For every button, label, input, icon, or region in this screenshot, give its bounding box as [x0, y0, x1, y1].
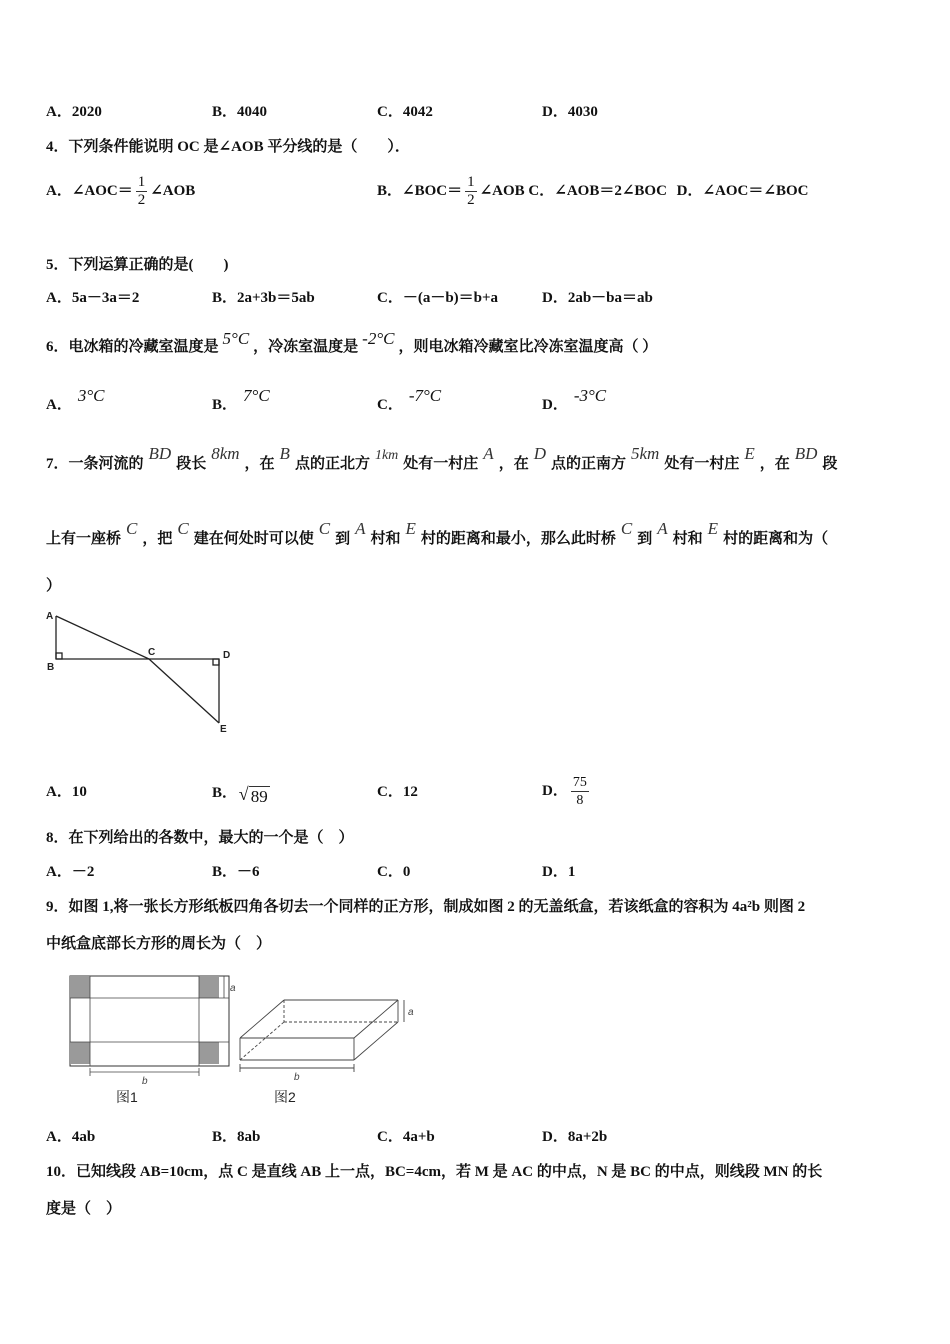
option-letter: C． [377, 397, 403, 413]
q4-b-fraction [465, 174, 477, 209]
box-edge [354, 1022, 398, 1060]
fraction-numerator: 1 [137, 174, 146, 191]
math: C [620, 519, 633, 538]
q8-option-a: A．－2 [46, 864, 95, 880]
figure2-caption: 图2 [274, 1089, 296, 1105]
text: 段 [822, 456, 838, 472]
label-a: A [46, 611, 54, 622]
text: 到 [637, 531, 653, 547]
fraction-denominator: 2 [137, 192, 146, 209]
q7-option-c: C．12 [377, 784, 418, 800]
q8-option-b: B．－6 [212, 864, 260, 880]
q6-option-d [542, 386, 607, 415]
text: 上有一座桥 [46, 531, 122, 547]
math: C [126, 519, 138, 538]
q8-option-d: D．1 [542, 864, 576, 880]
fraction-numerator: 1 [467, 174, 475, 191]
math: E [405, 519, 416, 538]
option-letter: B． [212, 785, 238, 801]
q5-option-c: C．－(a－b)＝b+a [377, 290, 499, 306]
label-a: a [408, 1007, 414, 1018]
box-edge [240, 1000, 284, 1038]
label-a: a [230, 983, 236, 994]
option-value: -7°C [408, 386, 442, 405]
text: ，在 [759, 456, 790, 472]
q7-river-figure [42, 608, 242, 738]
q4-stem: 4．下列条件能说明 OC 是∠AOB 平分线的是（ ）． [46, 139, 410, 155]
q6-stem-part1: 6．电冰箱的冷藏室温度是 [46, 339, 219, 355]
math: A [657, 519, 668, 538]
text: 点的正北方 [294, 456, 370, 472]
radical-sign: √ [238, 784, 249, 804]
math: D [533, 444, 546, 463]
q9-stem-line2: 中纸盒底部长方形的周长为（ ） [46, 936, 272, 952]
q6-stem [46, 329, 658, 357]
q4-option-b-suffix: ∠AOB [479, 183, 525, 199]
q4-option-b-prefix: B．∠BOC＝ [377, 183, 463, 199]
segment-ac [56, 616, 149, 659]
math: BD [148, 444, 172, 463]
q7-option-d [542, 772, 592, 810]
option-value: 7°C [243, 386, 270, 405]
math: C [318, 519, 331, 538]
label-b: b [142, 1076, 148, 1087]
q6-stem-part3: ，则电冰箱冷藏室比冷冻室温度高（ ） [398, 339, 658, 355]
q9-stem-line1: 9．如图 1,将一张长方形纸板四角各切去一个同样的正方形，制成如图 2 的无盖纸盒，若该纸盒的容积为 4a²b 则图 2 [46, 899, 806, 915]
q8-stem: 8．在下列给出的各数中，最大的一个是（ ） [46, 830, 354, 846]
q7-stem-line2 [46, 519, 829, 549]
label-b: b [294, 1072, 300, 1083]
q6-stem-part2: ，冷冻室温度是 [253, 339, 359, 355]
text: 7．一条河流的 [46, 456, 144, 472]
text: 村和 [672, 531, 703, 547]
q3-option-d: D．4030 [542, 104, 598, 120]
fraction-denominator: 2 [467, 192, 475, 209]
q4-a-fraction [136, 174, 148, 209]
hidden-edge [240, 1022, 284, 1060]
math: A [355, 519, 366, 538]
math: E [707, 519, 719, 538]
right-angle-b [56, 653, 62, 659]
q5-option-a: A．5a－3a＝2 [46, 290, 140, 306]
q7-option-b [212, 782, 270, 806]
box-edge [354, 1000, 398, 1038]
option-letter: D． [542, 783, 568, 799]
fraction-denominator: 8 [576, 793, 584, 809]
text: 处有一村庄 [403, 456, 479, 472]
text: 段长 [176, 456, 207, 472]
q3-option-a: A．2020 [46, 104, 102, 120]
q10-stem-line2: 度是（ ） [46, 1201, 122, 1217]
figure1-caption: 图1 [116, 1089, 138, 1105]
q4-option-a-suffix: ∠AOB [150, 183, 196, 199]
corner-square-tl [70, 976, 90, 998]
q9-figure1 [60, 972, 250, 1107]
q3-option-c: C．4042 [377, 104, 433, 120]
q5-option-d: D．2ab－ba＝ab [542, 290, 653, 306]
q4-option-c: C．∠AOB＝2∠BOC [528, 183, 667, 199]
q6-option-c [377, 386, 442, 415]
q5-stem: 5．下列运算正确的是( ) [46, 257, 229, 273]
text: 处有一村庄 [664, 456, 740, 472]
text: 村的距离和最小，那么此时桥 [420, 531, 616, 547]
math: A [483, 444, 494, 463]
corner-square-bl [70, 1042, 90, 1064]
segment-ce [149, 659, 219, 723]
q7-option-a: A．10 [46, 784, 87, 800]
q9-figure2-box [230, 990, 430, 1107]
q3-option-b: B．4040 [212, 104, 268, 120]
option-value: 3°C [77, 386, 105, 405]
q9-option-d: D．8a+2b [542, 1129, 608, 1145]
q7-d-fraction [571, 774, 589, 809]
q4-option-d: D．∠AOC＝∠BOC [676, 183, 809, 199]
q6-temp-fridge: 5°C [222, 329, 250, 348]
text: ，在 [244, 456, 275, 472]
q5-option-b: B．2a+3b＝5ab [212, 290, 315, 306]
label-d: D [223, 650, 231, 661]
math: C [177, 519, 189, 538]
q6-option-b [212, 386, 270, 415]
option-letter: A． [46, 397, 72, 413]
label-e: E [220, 724, 227, 735]
text: 点的正南方 [550, 456, 626, 472]
math: E [744, 444, 755, 463]
text: 建在何处时可以使 [193, 531, 314, 547]
text: 村和 [370, 531, 401, 547]
math: B [279, 444, 290, 463]
q7-stem-close: ） [46, 578, 62, 594]
q9-option-b: B．8ab [212, 1129, 261, 1145]
q6-option-a [46, 386, 105, 415]
sqrt-89 [238, 784, 270, 807]
option-value: -3°C [573, 386, 607, 405]
text: 村的距离和为（ [723, 531, 829, 547]
q6-temp-freezer: -2°C [362, 329, 395, 348]
label-b: B [47, 662, 55, 673]
q4-option-a-prefix: A．∠AOC＝ [46, 183, 133, 199]
right-angle-d [213, 659, 219, 665]
option-letter: B． [212, 397, 238, 413]
label-c: C [148, 647, 156, 658]
math: BD [794, 444, 818, 463]
radicand: 89 [250, 787, 268, 806]
corner-square-br [199, 1042, 219, 1064]
fraction-numerator: 75 [572, 775, 587, 791]
q9-option-c: C．4a+b [377, 1129, 435, 1145]
math: 8km [211, 444, 240, 463]
math: 1km [374, 448, 399, 463]
text: ，把 [142, 531, 173, 547]
text: ，在 [498, 456, 529, 472]
q4-option-b [377, 173, 808, 209]
option-letter: D． [542, 397, 568, 413]
corner-square-tr [199, 976, 219, 998]
q7-stem-line1 [46, 444, 838, 475]
math: 5km [631, 444, 660, 463]
text: 到 [335, 531, 351, 547]
q10-stem-line1: 10．已知线段 AB=10cm，点 C 是直线 AB 上一点，BC=4cm，若 M 是 AC 的中点，N 是 BC 的中点，则线段 MN 的长 [46, 1164, 823, 1180]
q4-option-a [46, 173, 195, 209]
q8-option-c: C．0 [377, 864, 411, 880]
q9-option-a: A．4ab [46, 1129, 96, 1145]
